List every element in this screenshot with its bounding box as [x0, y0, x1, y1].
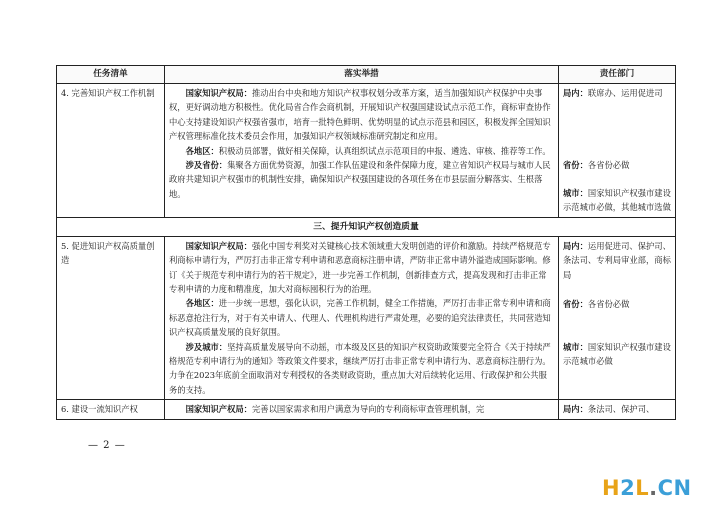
task-cell: 5. 促进知识产权高质量创造: [57, 236, 165, 399]
section-heading: 三、提升知识产权创造质量: [57, 217, 676, 236]
dept-entry: [563, 86, 671, 158]
measure-paragraph: [169, 239, 554, 297]
page-number: — 2 —: [88, 440, 126, 451]
dept-lead: 省份：: [563, 160, 588, 170]
measure-text: 坚持高质量发展导向不动摇，市本级及区县的知识产权资助政策要完全符合《关于持续严格规范专利申请行为的通知》等政策文件要求，继续严厉打击非正常专利申请行为、恶意商标注册行为。力争在2023年底前全面取消对专利授权的各类财政资助，重点加大对后续转化运用、行政保护和公共服务的支持。: [169, 341, 551, 395]
dept-lead: 城市：: [563, 188, 588, 198]
watermark-dot: .: [649, 476, 658, 500]
header-dept: 责任部门: [559, 66, 676, 84]
dept-entry: [563, 186, 671, 215]
table-row: [57, 84, 676, 218]
dept-text: 各省份必做: [587, 160, 630, 170]
site-watermark: [602, 476, 692, 500]
measures-cell: [165, 236, 559, 399]
measure-paragraph: [169, 144, 554, 158]
measure-paragraph: [169, 86, 554, 144]
measure-lead: 各地区：: [185, 145, 219, 156]
measure-paragraph: [169, 402, 554, 416]
dept-lead: 局内：: [563, 404, 588, 415]
dept-entry: [563, 297, 671, 340]
dept-cell: [559, 236, 676, 399]
measure-lead: 国家知识产权局：: [185, 88, 252, 98]
measure-text: 集聚各方面优势资源，加强工作队伍建设和条件保障力度，建立省知识产权局与城市人民政府共建知识产权强市的机制性安排，确保知识产权强国建设的各项任务在市县层面分解落实、生根落地。: [169, 160, 551, 199]
watermark-l: L: [635, 476, 650, 500]
measure-paragraph: [169, 296, 554, 339]
table-header-row: [57, 66, 676, 84]
dept-cell: [559, 84, 676, 218]
measures-cell: [165, 84, 559, 218]
dept-entry: [563, 239, 671, 297]
measure-lead: 国家知识产权局：: [185, 240, 252, 251]
dept-text: 国家知识产权强市建设示范城市必做: [563, 341, 671, 367]
dept-cell: [559, 400, 676, 419]
task-cell: 4. 完善知识产权工作机制: [57, 84, 165, 218]
measure-text: 推动出台中央和地方知识产权事权划分改革方案，适当加强知识产权保护中央事权，更好调动地方积极性。优化局省合作会商机制，开展知识产权强国建设试点示范工作，商标审查协作中心支持建设知识产权强省强市，培育一批特色鲜明、优势明显的试点示范县和园区，积极发挥全国知识产权管理标准化技术委员会作用，加强知识产权领域标准研究制定和应用。: [169, 88, 551, 142]
dept-text: 联席办、运用促进司: [587, 88, 663, 98]
dept-lead: 城市：: [563, 341, 588, 352]
measure-text: 进一步统一思想，强化认识，完善工作机制，健全工作措施，严厉打击非正常专利申请和商标恶意抢注行为，对于有关申请人、代理人、代理机构进行严肃处理，必要的追究法律责任，共同营造知识产权高质量发展的良好氛围。: [169, 298, 551, 338]
measure-lead: 国家知识产权局：: [185, 404, 252, 415]
measures-cell: [165, 400, 559, 419]
measure-text: 积极动员部署，做好相关保障，认真组织试点示范项目的申报、遴选、审核、推荐等工作。: [218, 145, 551, 156]
dept-text: 国家知识产权强市建设示范城市必做，其他城市选做: [563, 188, 671, 213]
dept-lead: 省份：: [563, 298, 588, 309]
dept-lead: 局内：: [563, 88, 588, 98]
header-task: 任务清单: [57, 66, 165, 84]
measure-lead: 涉及省份：: [185, 160, 228, 171]
task-table: [56, 65, 676, 420]
table-row: [57, 236, 676, 399]
measure-paragraph: [169, 340, 554, 398]
dept-entry: [563, 158, 671, 186]
measure-lead: 涉及城市：: [185, 341, 228, 352]
section-heading-row: [57, 217, 676, 236]
dept-text: 运用促进司、保护司、条法司、专利局审业部，商标局: [563, 240, 671, 280]
task-cell: 6. 建设一流知识产权: [57, 400, 165, 419]
dept-lead: 局内：: [563, 240, 588, 251]
dept-entry: [563, 340, 671, 369]
measure-text: 强化中国专利奖对关键核心技术领域重大发明创造的评价和激励。持续严格规范专利商标申请行为，严厉打击非正常专利申请和恶意商标注册申请，严防非正常申请外溢造成国际影响。修订《关于规范专利申请行为的若干规定》，进一步完善工作机制，创新排查方式，提高发现和打击非正常专利申请的力度和精准度，加大对商标囤积行为的治理。: [169, 240, 551, 295]
measure-text: 完善以国家需求和用户满意为导向的专利商标审查管理机制，完: [251, 404, 485, 415]
measure-lead: 各地区：: [185, 298, 219, 309]
table-row: [57, 400, 676, 419]
watermark-h: H: [602, 476, 621, 500]
measure-paragraph: [169, 158, 554, 201]
watermark-cn: CN: [657, 476, 692, 500]
header-measures: 落实举措: [165, 66, 559, 84]
watermark-2: 2: [620, 476, 636, 500]
dept-text: 条法司、保护司、: [587, 404, 655, 415]
dept-text: 各省份必做: [587, 298, 630, 309]
